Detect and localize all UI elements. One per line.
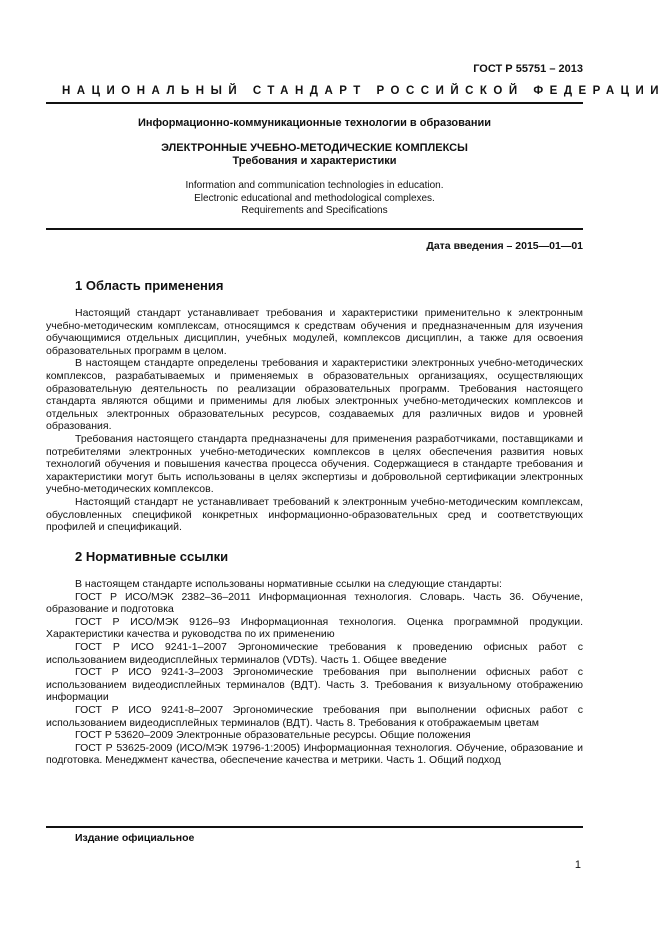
english-title-block: [46, 180, 583, 218]
paragraph: Настоящий стандарт не устанавливает требований к электронным учебно-методическим комплексам, обусловленных спецификой конкретных информационно-образовательных сред и соответствующих профилей и спецификаций.: [46, 495, 583, 534]
english-title-line: Requirements and Specifications: [241, 205, 388, 216]
introduction-date: Дата введения – 2015—01—01: [426, 240, 583, 252]
standard-title: ЭЛЕКТРОННЫЕ УЧЕБНО-МЕТОДИЧЕСКИЕ КОМПЛЕКСЫ: [161, 142, 468, 154]
page-number: 1: [574, 859, 581, 871]
section-2-heading: 2 Нормативные ссылки: [75, 549, 229, 564]
english-title-line: Electronic educational and methodological complexes.: [194, 192, 435, 204]
national-standard-banner: НАЦИОНАЛЬНЫЙ СТАНДАРТ РОССИЙСКОЙ ФЕДЕРАЦИИ: [62, 85, 665, 97]
reference-item: ГОСТ Р ИСО 9241-1–2007 Эргономические требования к проведению офисных работ с использованием видеодисплейных терминалов (VDTs). Часть 1. Общее введение: [46, 640, 583, 666]
section-2-body: [46, 578, 583, 767]
reference-item: ГОСТ Р ИСО 9241-3–2003 Эргономические требования при выполнении офисных работ с использованием видеодисплейных терминалов (ВДТ). Часть 3. Требования к визуальному отображению информации: [46, 666, 583, 704]
official-edition-label: Издание официальное: [75, 832, 195, 844]
paragraph: В настоящем стандарте определены требования и характеристики электронных учебно-методических комплексов, разрабатываемых и применяемых в образовательных организациях, осуществляющих образовательную деятельность по реализации образовательных программ. Требования настоящего стандарта являются общими и применимы для любых электронных учебно-методических комплексов и отдельных электронных образовательных ресурсов, создаваемых для различных видов и уровней образования.: [46, 357, 583, 433]
reference-item: ГОСТ Р ИСО/МЭК 9126–93 Информационная технология. Оценка программной продукции. Характеристики качества и руководства по их применению: [46, 615, 583, 641]
english-title-line: Information and communication technologies in education.: [185, 180, 444, 191]
paragraph: В настоящем стандарте использованы нормативные ссылки на следующие стандарты:: [75, 578, 502, 590]
section-1-heading: 1 Область применения: [75, 278, 224, 293]
title-rule: [46, 228, 583, 230]
reference-item: ГОСТ Р ИСО/МЭК 2382–36–2011 Информационная технология. Словарь. Часть 36. Обучение, образование и подготовка: [46, 590, 583, 616]
paragraph: Настоящий стандарт устанавливает требования и характеристики применительно к электронным учебно-методическим комплексам, относящимся к средствам обучения и предназначенным для изучения обучающимися отдельных дисциплин, учебных модулей, комплексов дисциплин, а также для освоения образовательных программ в целом.: [46, 307, 583, 357]
standard-title-block: [46, 142, 583, 168]
section-1-body: [46, 307, 583, 534]
footer-rule: [46, 826, 583, 828]
reference-item: ГОСТ Р ИСО 9241-8–2007 Эргономические требования при выполнении офисных работ с использованием видеодисплейных терминалов (ВДТ). Часть 8. Требования к отображаемым цветам: [46, 703, 583, 729]
reference-item: ГОСТ Р 53625-2009 (ИСО/МЭК 19796-1:2005) Информационная технология. Обучение, образование и подготовка. Менеджмент качества, обеспечение качества и метрики. Часть 1. Общий подход: [46, 741, 583, 767]
header-rule: [46, 102, 583, 104]
reference-item: ГОСТ Р 53620–2009 Электронные образовательные ресурсы. Общие положения: [75, 729, 471, 742]
paragraph: Требования настоящего стандарта предназначены для применения разработчиками, поставщиками и потребителями электронных учебно-методических комплексов в целях обеспечения развития новых технологий обучения и повышения качества процесса обучения. Содержащиеся в стандарте требования и характеристики могут быть использованы в целях экспертизы и добровольной сертификации электронных учебно-методических комплексов.: [46, 432, 583, 496]
document-code: ГОСТ Р 55751 – 2013: [473, 63, 583, 75]
standard-subtitle: Требования и характеристики: [232, 155, 397, 167]
standard-area: Информационно-коммуникационные технологии в образовании: [137, 117, 492, 129]
